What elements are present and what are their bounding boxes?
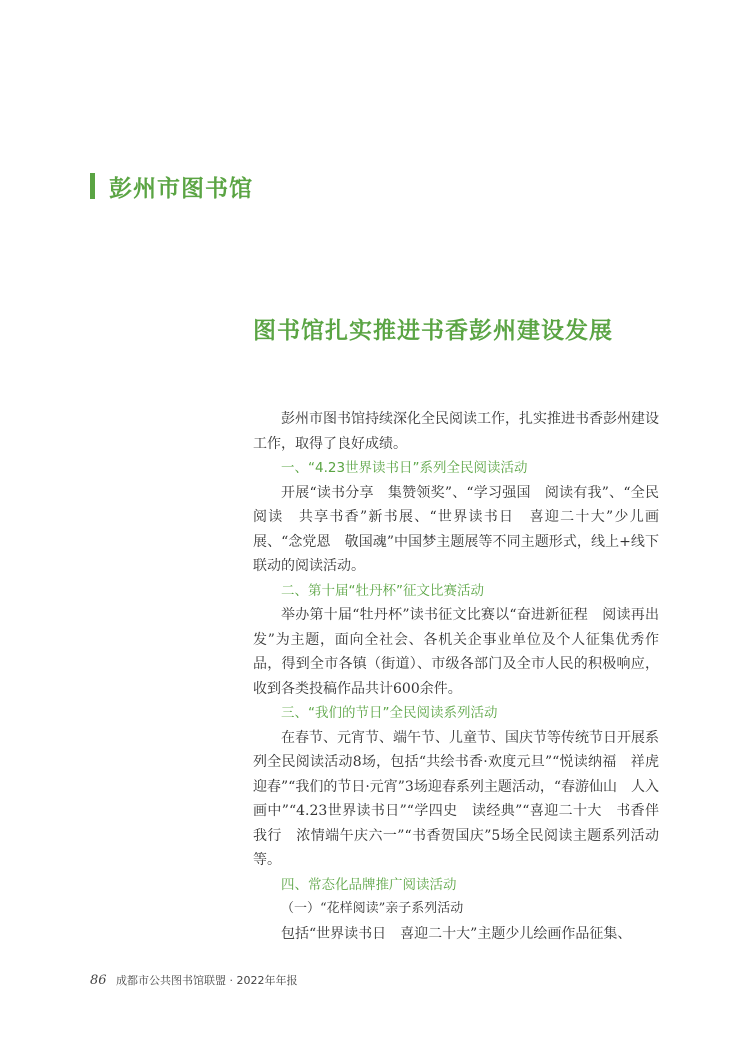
body-paragraph: 彭州市图书馆持续深化全民阅读工作，扎实推进书香彭州建设工作，取得了良好成绩。 (253, 411, 659, 452)
section-heading: 三、“我们的节日”全民阅读系列活动 (281, 705, 498, 721)
section-heading: 四、常态化品牌推广阅读活动 (281, 876, 457, 893)
article-title: 图书馆扎实推进书香彭州建设发展 (253, 318, 613, 344)
section-heading: 一、“4.23世界读书日”系列全民阅读活动 (281, 460, 528, 476)
footer-text: 成都市公共图书馆联盟 · 2022年年报 (116, 974, 298, 987)
section-header (90, 171, 253, 201)
sub-heading: （一）“花样阅读”亲子系列活动 (281, 901, 464, 916)
section-heading: 二、第十届“牡丹杯”征文比赛活动 (281, 582, 484, 599)
body-paragraph: 举办第十届“牡丹杯”读书征文比赛以“奋进新征程 阅读再出发”为主题，面向全社会、各机关企事业单位及个人征集优秀作品，得到全市各镇（街道）、市级各部门及全市人民的积极响应，收到各类投稿作品共计600余件。 (253, 607, 659, 697)
body-paragraph: 开展“读书分享 集赞领奖”、“学习强国 阅读有我”、“全民阅读 共享书香”新书展、“世界读书日 喜迎二十大”少儿画展、“念党恩 敬国魂”中国梦主题展等不同主题形式，线上+线下联动的阅读活动。 (253, 484, 659, 574)
section-title: 彭州市图书馆 (109, 175, 253, 202)
page-footer (90, 972, 298, 988)
page-number: 86 (90, 973, 107, 988)
article-body (253, 407, 659, 946)
body-paragraph: 在春节、元宵节、端午节、儿童节、国庆节等传统节日开展系列全民阅读活动8场，包括“共绘书香·欢度元旦”“悦读纳福 祥虎迎春”“我们的节日·元宵”3场迎春系列主题活动，“春游仙山 人入画中”“4.23世界读书日”“学四史 读经典”“喜迎二十大 书香伴我行 浓情端午庆六一”“书香贺国庆”5场全民阅读主题系列活动等。 (253, 729, 659, 868)
body-paragraph: 包括“世界读书日 喜迎二十大”主题少儿绘画作品征集、 (281, 925, 632, 942)
section-marker-bar (90, 173, 95, 199)
